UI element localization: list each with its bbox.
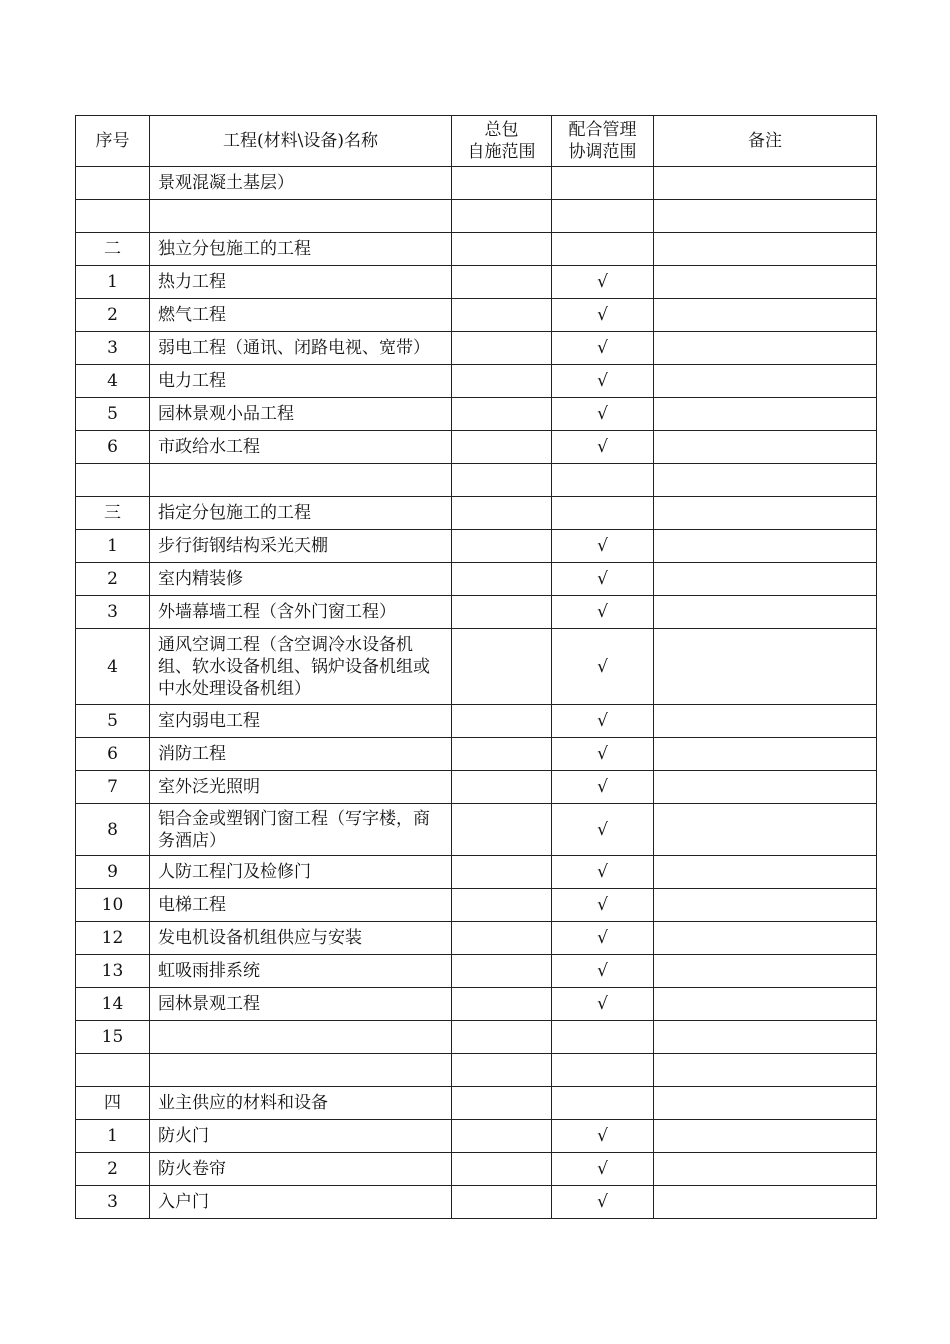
row-name-cell: 入户门 xyxy=(150,1186,452,1219)
header-general-line2: 自施范围 xyxy=(467,142,536,162)
row-name-cell: 防火门 xyxy=(150,1120,452,1153)
row-name-cell xyxy=(150,200,452,233)
row-coord-scope-cell: √ xyxy=(552,889,654,922)
row-remark-cell xyxy=(654,398,877,431)
row-seq-cell: 13 xyxy=(76,955,150,988)
row-seq-cell: 5 xyxy=(76,398,150,431)
row-remark-cell xyxy=(654,1120,877,1153)
row-coord-scope-cell: √ xyxy=(552,856,654,889)
row-seq-cell: 3 xyxy=(76,332,150,365)
table-row xyxy=(76,299,877,332)
document-page xyxy=(75,115,877,1219)
row-coord-scope-cell: √ xyxy=(552,1120,654,1153)
table-row xyxy=(76,922,877,955)
table-row xyxy=(76,530,877,563)
row-general-scope-cell xyxy=(452,771,552,804)
row-remark-cell xyxy=(654,889,877,922)
table-row xyxy=(76,1153,877,1186)
row-name-cell: 发电机设备机组供应与安装 xyxy=(150,922,452,955)
row-general-scope-cell xyxy=(452,266,552,299)
row-name-cell: 弱电工程（通讯、闭路电视、宽带） xyxy=(150,332,452,365)
row-remark-cell xyxy=(654,167,877,200)
table-row xyxy=(76,629,877,705)
table-row xyxy=(76,464,877,497)
row-remark-cell xyxy=(654,738,877,771)
row-coord-scope-cell: √ xyxy=(552,1186,654,1219)
table-row xyxy=(76,1087,877,1120)
row-seq-cell: 三 xyxy=(76,497,150,530)
row-remark-cell xyxy=(654,856,877,889)
row-general-scope-cell xyxy=(452,1054,552,1087)
row-seq-cell: 2 xyxy=(76,563,150,596)
header-coord-line1: 配合管理 xyxy=(568,120,637,140)
row-name-cell: 热力工程 xyxy=(150,266,452,299)
table-body xyxy=(76,167,877,1219)
row-coord-scope-cell: √ xyxy=(552,530,654,563)
row-coord-scope-cell: √ xyxy=(552,332,654,365)
row-name-cell: 虹吸雨排系统 xyxy=(150,955,452,988)
table-row xyxy=(76,365,877,398)
table-row xyxy=(76,200,877,233)
row-remark-cell xyxy=(654,233,877,266)
row-coord-scope-cell: √ xyxy=(552,955,654,988)
row-seq-cell: 2 xyxy=(76,299,150,332)
row-name-cell xyxy=(150,1021,452,1054)
row-general-scope-cell xyxy=(452,629,552,705)
row-general-scope-cell xyxy=(452,889,552,922)
table-row xyxy=(76,497,877,530)
row-name-cell: 防火卷帘 xyxy=(150,1153,452,1186)
row-remark-cell xyxy=(654,266,877,299)
row-general-scope-cell xyxy=(452,563,552,596)
row-name-cell: 市政给水工程 xyxy=(150,431,452,464)
row-name-cell: 铝合金或塑钢门窗工程（写字楼，商务酒店） xyxy=(150,804,452,856)
row-general-scope-cell xyxy=(452,299,552,332)
row-seq-cell: 12 xyxy=(76,922,150,955)
row-seq-cell: 15 xyxy=(76,1021,150,1054)
row-remark-cell xyxy=(654,365,877,398)
row-seq-cell: 4 xyxy=(76,629,150,705)
row-seq-cell xyxy=(76,1054,150,1087)
row-coord-scope-cell: √ xyxy=(552,365,654,398)
table-row xyxy=(76,266,877,299)
table-row xyxy=(76,705,877,738)
table-row xyxy=(76,1021,877,1054)
row-name-cell: 业主供应的材料和设备 xyxy=(150,1087,452,1120)
table-header-row xyxy=(76,116,877,167)
row-name-cell: 园林景观工程 xyxy=(150,988,452,1021)
row-general-scope-cell xyxy=(452,497,552,530)
row-general-scope-cell xyxy=(452,365,552,398)
row-seq-cell: 9 xyxy=(76,856,150,889)
row-name-cell: 园林景观小品工程 xyxy=(150,398,452,431)
row-name-cell: 独立分包施工的工程 xyxy=(150,233,452,266)
row-name-cell: 室内精装修 xyxy=(150,563,452,596)
row-coord-scope-cell xyxy=(552,1087,654,1120)
table-row xyxy=(76,1186,877,1219)
header-coord-scope xyxy=(552,116,654,167)
table-row xyxy=(76,1120,877,1153)
row-remark-cell xyxy=(654,922,877,955)
row-name-cell: 指定分包施工的工程 xyxy=(150,497,452,530)
header-remark: 备注 xyxy=(654,116,877,167)
table-row xyxy=(76,738,877,771)
row-name-cell: 人防工程门及检修门 xyxy=(150,856,452,889)
row-seq-cell: 1 xyxy=(76,266,150,299)
row-coord-scope-cell: √ xyxy=(552,988,654,1021)
row-general-scope-cell xyxy=(452,1021,552,1054)
row-general-scope-cell xyxy=(452,1120,552,1153)
table-row xyxy=(76,563,877,596)
row-name-cell: 通风空调工程（含空调冷水设备机组、软水设备机组、锅炉设备机组或中水处理设备机组） xyxy=(150,629,452,705)
header-name: 工程(材料\设备)名称 xyxy=(150,116,452,167)
row-remark-cell xyxy=(654,1153,877,1186)
row-seq-cell: 7 xyxy=(76,771,150,804)
row-remark-cell xyxy=(654,1087,877,1120)
row-general-scope-cell xyxy=(452,705,552,738)
row-general-scope-cell xyxy=(452,988,552,1021)
row-remark-cell xyxy=(654,705,877,738)
row-coord-scope-cell xyxy=(552,1054,654,1087)
row-seq-cell: 四 xyxy=(76,1087,150,1120)
row-seq-cell: 10 xyxy=(76,889,150,922)
row-general-scope-cell xyxy=(452,332,552,365)
row-seq-cell: 6 xyxy=(76,738,150,771)
row-seq-cell: 6 xyxy=(76,431,150,464)
table-row xyxy=(76,167,877,200)
row-remark-cell xyxy=(654,1186,877,1219)
row-coord-scope-cell xyxy=(552,233,654,266)
row-coord-scope-cell xyxy=(552,167,654,200)
row-coord-scope-cell: √ xyxy=(552,266,654,299)
scope-table xyxy=(75,115,877,1219)
row-coord-scope-cell: √ xyxy=(552,596,654,629)
row-name-cell xyxy=(150,1054,452,1087)
row-name-cell: 室内弱电工程 xyxy=(150,705,452,738)
table-row xyxy=(76,431,877,464)
row-general-scope-cell xyxy=(452,530,552,563)
header-general-scope xyxy=(452,116,552,167)
row-seq-cell: 二 xyxy=(76,233,150,266)
row-general-scope-cell xyxy=(452,200,552,233)
header-seq: 序号 xyxy=(76,116,150,167)
row-seq-cell: 5 xyxy=(76,705,150,738)
table-row xyxy=(76,1054,877,1087)
row-seq-cell: 4 xyxy=(76,365,150,398)
row-name-cell xyxy=(150,464,452,497)
row-remark-cell xyxy=(654,988,877,1021)
table-row xyxy=(76,332,877,365)
row-coord-scope-cell xyxy=(552,464,654,497)
row-name-cell: 电梯工程 xyxy=(150,889,452,922)
row-general-scope-cell xyxy=(452,464,552,497)
row-coord-scope-cell xyxy=(552,497,654,530)
row-remark-cell xyxy=(654,771,877,804)
row-general-scope-cell xyxy=(452,922,552,955)
row-coord-scope-cell: √ xyxy=(552,804,654,856)
row-general-scope-cell xyxy=(452,431,552,464)
row-general-scope-cell xyxy=(452,738,552,771)
row-coord-scope-cell: √ xyxy=(552,563,654,596)
row-general-scope-cell xyxy=(452,1186,552,1219)
row-remark-cell xyxy=(654,530,877,563)
table-row xyxy=(76,596,877,629)
row-coord-scope-cell: √ xyxy=(552,299,654,332)
row-general-scope-cell xyxy=(452,398,552,431)
row-name-cell: 外墙幕墙工程（含外门窗工程） xyxy=(150,596,452,629)
row-coord-scope-cell: √ xyxy=(552,431,654,464)
row-seq-cell xyxy=(76,167,150,200)
row-coord-scope-cell xyxy=(552,200,654,233)
row-general-scope-cell xyxy=(452,167,552,200)
row-name-cell: 景观混凝土基层） xyxy=(150,167,452,200)
row-remark-cell xyxy=(654,497,877,530)
header-general-line1: 总包 xyxy=(484,120,519,140)
row-seq-cell: 3 xyxy=(76,1186,150,1219)
row-seq-cell xyxy=(76,464,150,497)
row-seq-cell xyxy=(76,200,150,233)
row-remark-cell xyxy=(654,563,877,596)
row-name-cell: 步行街钢结构采光天棚 xyxy=(150,530,452,563)
row-general-scope-cell xyxy=(452,856,552,889)
row-remark-cell xyxy=(654,332,877,365)
row-general-scope-cell xyxy=(452,1087,552,1120)
row-remark-cell xyxy=(654,1054,877,1087)
row-remark-cell xyxy=(654,629,877,705)
row-remark-cell xyxy=(654,955,877,988)
row-name-cell: 电力工程 xyxy=(150,365,452,398)
row-general-scope-cell xyxy=(452,1153,552,1186)
table-row xyxy=(76,233,877,266)
table-row xyxy=(76,889,877,922)
row-remark-cell xyxy=(654,804,877,856)
table-row xyxy=(76,398,877,431)
header-coord-line2: 协调范围 xyxy=(568,142,637,162)
row-general-scope-cell xyxy=(452,804,552,856)
row-coord-scope-cell: √ xyxy=(552,738,654,771)
row-remark-cell xyxy=(654,1021,877,1054)
row-seq-cell: 1 xyxy=(76,1120,150,1153)
row-remark-cell xyxy=(654,200,877,233)
row-remark-cell xyxy=(654,299,877,332)
table-row xyxy=(76,988,877,1021)
row-seq-cell: 2 xyxy=(76,1153,150,1186)
row-seq-cell: 14 xyxy=(76,988,150,1021)
row-seq-cell: 3 xyxy=(76,596,150,629)
row-name-cell: 燃气工程 xyxy=(150,299,452,332)
row-coord-scope-cell: √ xyxy=(552,629,654,705)
table-row xyxy=(76,771,877,804)
row-name-cell: 室外泛光照明 xyxy=(150,771,452,804)
row-remark-cell xyxy=(654,431,877,464)
row-remark-cell xyxy=(654,464,877,497)
row-coord-scope-cell: √ xyxy=(552,1153,654,1186)
table-row xyxy=(76,856,877,889)
row-coord-scope-cell xyxy=(552,1021,654,1054)
row-coord-scope-cell: √ xyxy=(552,771,654,804)
table-row xyxy=(76,955,877,988)
row-general-scope-cell xyxy=(452,233,552,266)
row-coord-scope-cell: √ xyxy=(552,922,654,955)
row-remark-cell xyxy=(654,596,877,629)
row-name-cell: 消防工程 xyxy=(150,738,452,771)
row-coord-scope-cell: √ xyxy=(552,398,654,431)
row-general-scope-cell xyxy=(452,596,552,629)
table-row xyxy=(76,804,877,856)
row-seq-cell: 8 xyxy=(76,804,150,856)
row-coord-scope-cell: √ xyxy=(552,705,654,738)
row-seq-cell: 1 xyxy=(76,530,150,563)
row-general-scope-cell xyxy=(452,955,552,988)
